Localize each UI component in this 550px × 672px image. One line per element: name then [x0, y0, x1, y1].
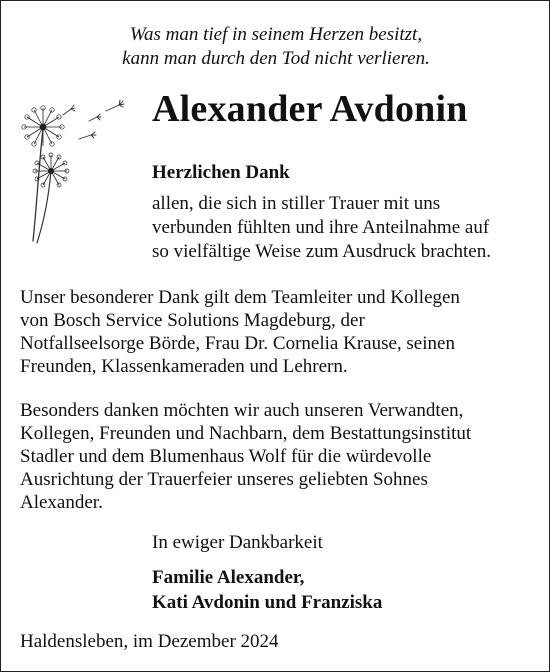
paragraph-line: Besonders danken möchten wir auch unseren Verwandten,	[20, 400, 464, 421]
paragraph-line: Freunden, Klassenkameraden und Lehrern.	[20, 356, 348, 377]
paragraph-line: von Bosch Service Solutions Magdeburg, der	[20, 310, 365, 331]
thanks-line: verbunden fühlten und ihre Anteilnahme auf	[152, 217, 490, 238]
motto-quote	[1, 23, 550, 71]
thanks-heading: Herzlichen Dank	[152, 162, 290, 183]
thanks-line: allen, die sich in stiller Trauer mit uns	[152, 193, 441, 214]
motto-line-2: kann man durch den Tod nicht verlieren.	[122, 48, 430, 69]
thanks-text	[152, 192, 491, 264]
deceased-name: Alexander Avdonin	[152, 88, 468, 130]
paragraph-line: Unser besonderer Dank gilt dem Teamleiter und Kollegen	[20, 287, 460, 308]
acknowledgement-paragraph-2	[20, 399, 471, 514]
paragraph-line: Kollegen, Freunden und Nachbarn, dem Bestattungsinstitut	[20, 423, 472, 444]
signature-line-1: Familie Alexander,	[152, 567, 305, 588]
motto-line-1: Was man tief in seinem Herzen besitzt,	[129, 24, 423, 45]
paragraph-line: Alexander.	[20, 492, 103, 513]
dandelion-icon	[11, 93, 141, 263]
place-and-date: Haldensleben, im Dezember 2024	[20, 631, 279, 652]
closing-phrase: In ewiger Dankbarkeit	[152, 532, 323, 553]
paragraph-line: Notfallseelsorge Börde, Frau Dr. Cornelia Krause, seinen	[20, 333, 455, 354]
signature	[152, 565, 382, 615]
thanks-line: so vielfältige Weise zum Ausdruck brachten.	[152, 241, 491, 262]
signature-line-2: Kati Avdonin und Franziska	[152, 592, 383, 613]
paragraph-line: Stadler und dem Blumenhaus Wolf für die würdevolle	[20, 446, 432, 467]
paragraph-line: Ausrichtung der Trauerfeier unseres geliebten Sohnes	[20, 469, 428, 490]
acknowledgement-paragraph-1	[20, 286, 460, 378]
